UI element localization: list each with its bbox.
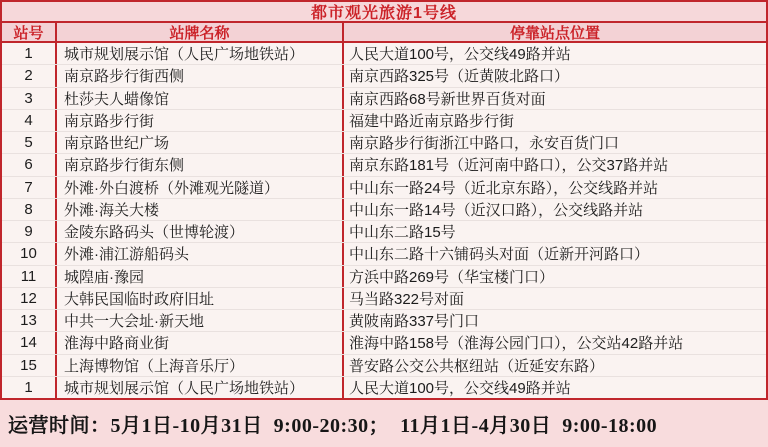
table-header-row (2, 23, 766, 43)
column-header-station-location: 停靠站点位置 (342, 23, 766, 41)
station-location: 马当路322号对面 (342, 288, 766, 309)
station-location: 中山东一路14号（近汉口路），公交线路并站 (342, 199, 766, 220)
station-name: 大韩民国临时政府旧址 (55, 288, 342, 309)
station-number: 10 (20, 245, 37, 263)
station-location: 中山东二路15号 (342, 221, 766, 242)
station-name: 城市规划展示馆（人民广场地铁站） (55, 377, 342, 398)
station-number: 1 (24, 45, 33, 63)
station-location: 中山东一路24号（近北京东路），公交线路并站 (342, 177, 766, 198)
station-number: 3 (24, 89, 33, 107)
station-number: 13 (20, 312, 37, 330)
station-location: 南京东路181号（近河南中路口），公交37路并站 (342, 154, 766, 175)
station-name: 金陵东路码头（世博轮渡） (55, 221, 342, 242)
station-name: 南京路步行街 (55, 110, 342, 131)
station-name: 城隍庙·豫园 (55, 266, 342, 287)
station-location: 南京西路325号（近黄陂北路口） (342, 65, 766, 86)
station-location: 福建中路近南京路步行街 (342, 110, 766, 131)
station-number: 4 (24, 111, 33, 129)
station-number: 8 (24, 200, 33, 218)
station-name: 城市规划展示馆（人民广场地铁站） (55, 43, 342, 64)
table-row (2, 131, 766, 153)
station-name: 上海博物馆（上海音乐厅） (55, 355, 342, 376)
table-body (2, 43, 766, 398)
station-location: 人民大道100号，公交线49路并站 (342, 377, 766, 398)
station-location: 普安路公交公共枢纽站（近延安东路） (342, 355, 766, 376)
table-row (2, 376, 766, 398)
station-location: 南京路步行街浙江中路口，永安百货门口 (342, 132, 766, 153)
operating-hours: 运营时间：5月1日-10月31日 9:00-20:30； 11月1日-4月30日 9:00-18:00 (0, 400, 768, 447)
station-number: 6 (24, 156, 33, 174)
table-row (2, 354, 766, 376)
station-name: 南京路世纪广场 (55, 132, 342, 153)
station-location: 淮海中路158号（淮海公园门口），公交站42路并站 (342, 332, 766, 353)
station-number: 2 (24, 67, 33, 85)
station-number: 9 (24, 223, 33, 241)
table-row (2, 43, 766, 64)
table-row (2, 309, 766, 331)
station-name: 中共一大会址·新天地 (55, 310, 342, 331)
table-row (2, 64, 766, 86)
column-header-station-name: 站牌名称 (55, 23, 342, 41)
station-name: 淮海中路商业街 (55, 332, 342, 353)
station-location: 南京西路68号新世界百货对面 (342, 88, 766, 109)
table-row (2, 287, 766, 309)
table-row (2, 331, 766, 353)
station-number: 14 (20, 334, 37, 352)
station-number: 5 (24, 134, 33, 152)
station-location: 人民大道100号，公交线49路并站 (342, 43, 766, 64)
table-row (2, 176, 766, 198)
table-row (2, 220, 766, 242)
table-row (2, 198, 766, 220)
station-location: 方浜中路269号（华宝楼门口） (342, 266, 766, 287)
station-number: 11 (20, 267, 37, 285)
station-location: 黄陂南路337号门口 (342, 310, 766, 331)
station-location: 中山东二路十六铺码头对面（近新开河路口） (342, 243, 766, 264)
table-row (2, 153, 766, 175)
station-name: 外滩·海关大楼 (55, 199, 342, 220)
station-number: 1 (24, 378, 33, 396)
station-name: 杜莎夫人蜡像馆 (55, 88, 342, 109)
table-row (2, 109, 766, 131)
table-row (2, 265, 766, 287)
station-name: 外滩·浦江游船码头 (55, 243, 342, 264)
station-number: 15 (20, 356, 37, 374)
station-name: 外滩·外白渡桥（外滩观光隧道） (55, 177, 342, 198)
table-row (2, 242, 766, 264)
table-row (2, 87, 766, 109)
column-header-station-number: 站号 (13, 24, 44, 41)
table-title: 都市观光旅游1号线 (2, 2, 766, 23)
station-name: 南京路步行街西侧 (55, 65, 342, 86)
station-number: 7 (24, 178, 33, 196)
station-number: 12 (20, 289, 37, 307)
station-name: 南京路步行街东侧 (55, 154, 342, 175)
